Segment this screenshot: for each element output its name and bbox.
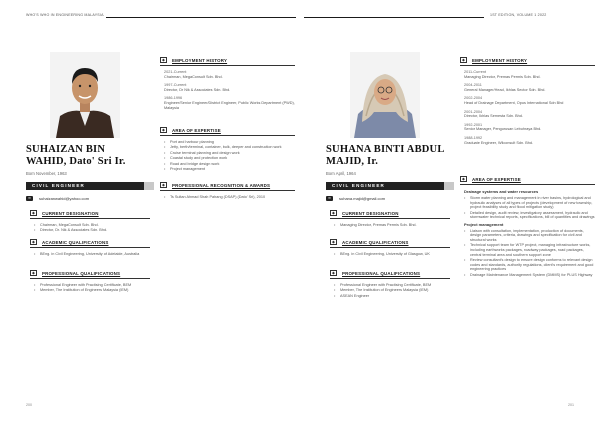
- employment-history-section: [160, 57, 295, 114]
- section-title: PROFESSIONAL QUALIFICATIONS: [342, 270, 421, 276]
- list-item: • Chairman, MegaConsult Sdn. Bhd.: [34, 223, 150, 228]
- birth-date: Born November, 1963: [26, 171, 67, 176]
- job-years: 1997-Current: [164, 83, 187, 88]
- graduation-cap-icon: ◆: [330, 239, 337, 245]
- list-item: • Port and harbour planning: [164, 140, 295, 145]
- right-page: [300, 0, 600, 424]
- list-item: • Review consultant's design to ensure design conforms to relevant design codes and standards, authority regulations, client's requirement and good engineering practices: [464, 258, 595, 272]
- star-icon: ◆: [160, 127, 167, 133]
- section-title: PROFESSIONAL QUALIFICATIONS: [42, 270, 121, 276]
- header-rule: [106, 17, 296, 18]
- star-icon: ◆: [460, 176, 467, 182]
- employment-history-section: [460, 57, 595, 149]
- recognition-awards-section: [160, 182, 295, 200]
- area-of-expertise-section: [160, 127, 295, 172]
- job-desc: Chairman, MegaConsult Sdn. Bhd.: [164, 74, 223, 79]
- area-of-expertise-section: [460, 176, 595, 278]
- running-header-left: WHO'S WHO IN ENGINEERING MALAYSIA: [26, 13, 104, 17]
- section-title: CURRENT DESIGNATION: [342, 210, 399, 216]
- building-icon: ◆: [460, 57, 467, 63]
- job-desc: General Manager/Head, Ikhlas Sector Sdn. Bhd.: [464, 87, 546, 92]
- list-item: • Director, Dr. Nik & Associates Sdn. Bhd.: [34, 228, 150, 233]
- list-item: • Jetty, berth/terminal, container, bulk, deeper and construction work: [164, 145, 295, 150]
- profession-bar: CIVIL ENGINEER: [326, 182, 454, 190]
- list-item: • Professional Engineer with Practising Certificate, BEM: [34, 283, 150, 288]
- certificate-icon: ◆: [330, 270, 337, 276]
- list-item: • Technical support team for WTP project, managing infrastructure works, including earthworks packages, roadway packages, road packages, central terminal area and southern support zone: [464, 243, 595, 257]
- current-designation-section: [30, 210, 150, 234]
- job-desc: Graduate Engineer, Wilconsult Sdn. Bhd.: [464, 140, 534, 145]
- profession-bar: CIVIL ENGINEER: [26, 182, 154, 190]
- list-item: • Road and bridge design work: [164, 162, 295, 167]
- current-designation-section: [330, 210, 450, 228]
- academic-qualifications-section: [30, 239, 150, 257]
- professional-qualifications-section: [330, 270, 450, 299]
- section-title: EMPLOYMENT HISTORY: [472, 57, 528, 63]
- section-title: AREA OF EXPERTISE: [172, 127, 221, 133]
- certificate-icon: ◆: [30, 270, 37, 276]
- expertise-group-title: Drainage systems and water resources: [464, 189, 539, 194]
- page-number: 201: [568, 403, 574, 407]
- person-name: SUHAIZAN BIN WAHID, Dato' Sri Ir.: [26, 144, 126, 167]
- section-title: ACADEMIC QUALIFICATIONS: [342, 239, 409, 245]
- job-desc: Director, Dr Nik & Associates Sdn. Bhd.: [164, 87, 231, 92]
- briefcase-icon: ◆: [330, 210, 337, 216]
- section-title: ACADEMIC QUALIFICATIONS: [42, 239, 109, 245]
- page-number: 200: [26, 403, 32, 407]
- job-desc: Engineer/Senior Engineer/District Engineer, Public Works Department (PWD), Malaysia: [164, 100, 295, 110]
- list-item: • Ts Sultan Ahmad Shah Pahang (DSAP) (Dato' Sri), 2010: [164, 195, 295, 200]
- job-years: 2021-Current: [164, 70, 187, 74]
- job-years: 1992-2001: [464, 122, 483, 127]
- job-years: 2002-2004: [464, 96, 483, 101]
- list-item: • Member, The Institution of Engineers Malaysia (IEM): [334, 288, 450, 293]
- job-years: 2004-2011: [464, 83, 482, 88]
- section-title: EMPLOYMENT HISTORY: [172, 57, 228, 63]
- section-title: AREA OF EXPERTISE: [472, 176, 521, 182]
- job-years: 2001-2004: [464, 109, 483, 114]
- list-item: • Cruise terminal planning and design work: [164, 151, 295, 156]
- award-icon: ◆: [160, 182, 167, 188]
- list-item: • Detailed design, audit review, investigatory assessment, hydraulic and stormwater technical reports, specifications, bill of quantities and drawings: [464, 211, 595, 220]
- graduation-cap-icon: ◆: [30, 239, 37, 245]
- academic-qualifications-section: [330, 239, 450, 257]
- list-item: • Managing Director, Premas Permis Sdn. Bhd.: [334, 223, 450, 228]
- briefcase-icon: ◆: [30, 210, 37, 216]
- job-years: 1986-1996: [164, 96, 183, 101]
- list-item: • Liaison with consultation, implementation, production of documents, design parameters, criteria, drawings and specification for civil and structural works: [464, 229, 595, 243]
- email-row: [26, 196, 89, 201]
- job-desc: Senior Manager, Pengurusan Lebuhraya Bhd.: [464, 127, 542, 132]
- birth-date: Born April, 1964: [326, 171, 356, 176]
- section-title: CURRENT DESIGNATION: [42, 210, 99, 216]
- person-name: SUHANA BINTI ABDUL MAJID, Ir.: [326, 144, 444, 167]
- running-header-right: 1ST EDITION, VOLUME 1 2022: [490, 13, 547, 17]
- list-item: • Project management: [164, 167, 295, 172]
- portrait-photo: [50, 52, 120, 138]
- section-title: PROFESSIONAL RECOGNITION & AWARDS: [172, 182, 271, 188]
- email-address[interactable]: suhaizanwahid@yahoo.com: [39, 196, 90, 201]
- email-icon: ✉: [326, 196, 333, 201]
- email-row: [326, 196, 385, 201]
- portrait-photo: [350, 52, 420, 138]
- email-icon: ✉: [26, 196, 33, 201]
- job-desc: Director, Ikhlas Semesta Sdn. Bhd.: [464, 114, 523, 119]
- email-address[interactable]: suhana.majid@gmail.com: [339, 196, 386, 201]
- list-item: • ASEAN Engineer: [334, 294, 450, 299]
- job-years: 2011-Current: [464, 70, 487, 74]
- professional-qualifications-section: [30, 270, 150, 294]
- list-item: • Professional Engineer with Practising Certificate, BEM: [334, 283, 450, 288]
- expertise-group-title: Project management: [464, 221, 504, 227]
- list-item: • Member, The Institution of Engineers Malaysia (IEM): [34, 288, 150, 293]
- list-item: • BEng. in Civil Engineering, University of Glasgow, UK: [334, 252, 450, 257]
- list-item: • Drainage Maintenance Management System (DMMS) for PLUS Highway: [464, 273, 595, 278]
- list-item: • Storm water planning and management in river basins, hydrological and hydraulic analyses of all types of projects (development of new township, project feasibility study and flood mitigation study): [464, 196, 595, 210]
- job-desc: Managing Director, Premas Permis Sdn. Bhd.: [464, 74, 541, 79]
- list-item: • BEng. in Civil Engineering, University of Adelaide, Australia: [34, 252, 150, 257]
- job-years: 1988-1992: [464, 135, 483, 140]
- job-desc: Head of Drainage Department, Opus International Sdn Bhd: [464, 100, 564, 105]
- list-item: • Coastal study and protection work: [164, 156, 295, 161]
- building-icon: ◆: [160, 57, 167, 63]
- header-rule: [304, 17, 484, 18]
